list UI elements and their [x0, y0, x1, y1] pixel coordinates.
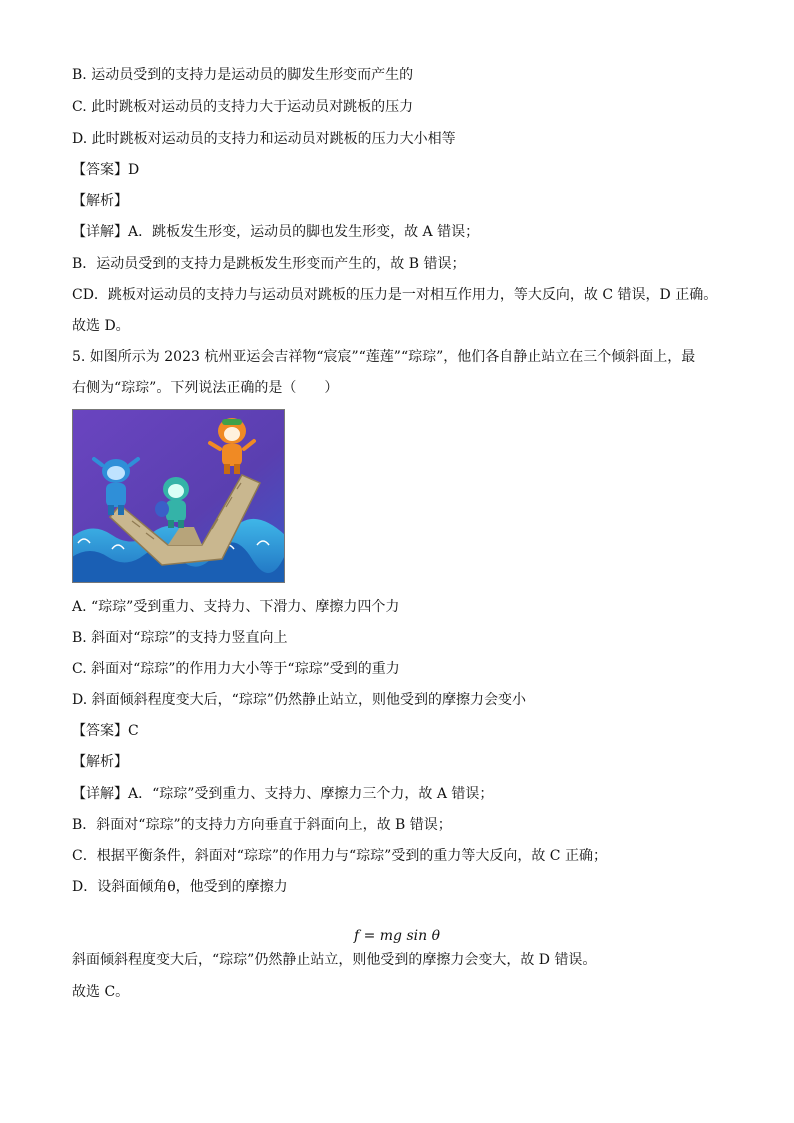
q5-detail-c: C．根据平衡条件，斜面对“琮琮”的作用力与“琮琮”受到的重力等大反向，故 C 正确；: [72, 848, 607, 864]
friction-formula: f = mg sin θ: [353, 928, 441, 944]
q4-detail-a: 【详解】A．跳板发生形变，运动员的脚也发生形变，故 A 错误；: [72, 224, 480, 240]
q5-after-formula: 斜面倾斜程度变大后，“琮琮”仍然静止站立，则他受到的摩擦力会变大，故 D 错误。: [72, 952, 597, 968]
q5-detail-b: B．斜面对“琮琮”的支持力方向垂直于斜面向上，故 B 错误；: [72, 817, 452, 833]
q4-option-b: B. 运动员受到的支持力是运动员的脚发生形变而产生的: [72, 67, 414, 83]
q4-detail-cd: CD．跳板对运动员的支持力与运动员对跳板的压力是一对相互作用力，等大反向，故 C 错误，D 正确。: [72, 287, 718, 303]
q4-answer: 【答案】D: [72, 162, 140, 178]
q5-option-b: B. 斜面对“琮琮”的支持力竖直向上: [72, 630, 288, 646]
q5-analysis-heading: 【解析】: [72, 754, 128, 770]
q5-detail-a: 【详解】A．“琮琮”受到重力、支持力、摩擦力三个力，故 A 错误；: [72, 786, 494, 802]
q5-stem-line-1: 5. 如图所示为 2023 杭州亚运会吉祥物“宸宸”“莲莲”“琮琮”，他们各自静止站立在三个倾斜面上，最: [72, 349, 696, 365]
q5-option-a: A. “琮琮”受到重力、支持力、下滑力、摩擦力四个力: [72, 599, 400, 615]
q4-detail-b: B．运动员受到的支持力是跳板发生形变而产生的，故 B 错误；: [72, 256, 466, 272]
q5-option-c: C. 斜面对“琮琮”的作用力大小等于“琮琮”受到的重力: [72, 661, 400, 677]
q5-detail-d: D．设斜面倾角θ，他受到的摩擦力: [72, 879, 288, 895]
q4-option-c: C. 此时跳板对运动员的支持力大于运动员对跳板的压力: [72, 99, 414, 115]
q5-answer: 【答案】C: [72, 723, 139, 739]
q5-stem-line-2: 右侧为“琮琮”。下列说法正确的是（ ）: [72, 380, 339, 396]
q5-option-d: D. 斜面倾斜程度变大后，“琮琮”仍然静止站立，则他受到的摩擦力会变小: [72, 692, 526, 708]
q5-conclusion: 故选 C。: [72, 984, 130, 1000]
q4-conclusion: 故选 D。: [72, 318, 130, 334]
mascot-figure: [72, 409, 285, 583]
q4-analysis-heading: 【解析】: [72, 193, 128, 209]
q4-option-d: D. 此时跳板对运动员的支持力和运动员对跳板的压力大小相等: [72, 131, 456, 147]
mascot-illustration: [72, 409, 285, 583]
